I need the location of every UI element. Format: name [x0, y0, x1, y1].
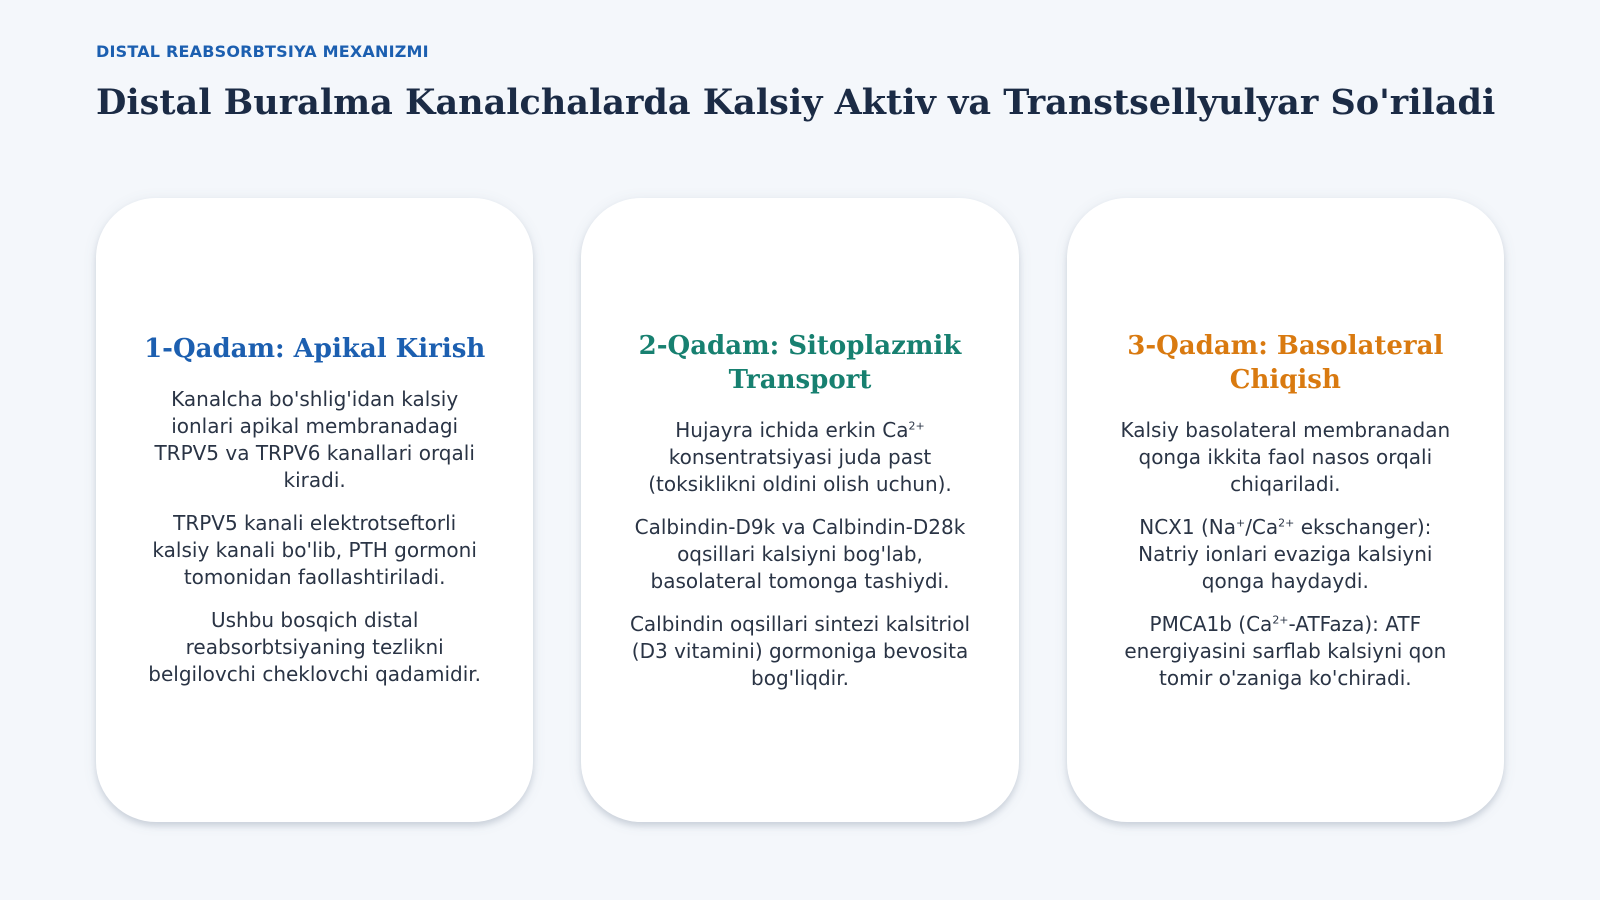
step-2-paragraph-2: Calbindin-D9k va Calbindin-D28k oqsillari kalsiyni bog'lab, basolateral tomonga tashiydi.	[634, 514, 966, 593]
step-3-title: 3-Qadam: Basolateral Chiqish	[1127, 330, 1444, 395]
step-3-paragraph-2-superscript-1: +	[1235, 515, 1246, 529]
section-eyebrow: DISTAL REABSORBTSIYA MEXANIZMI	[96, 42, 429, 61]
step-2-paragraph-1-text-a: Hujayra ichida erkin Ca	[675, 417, 909, 442]
step-1-paragraph-3: Ushbu bosqich distal reabsorbtsiyaning tezlikni belgilovchi cheklovchi qadamidir.	[148, 608, 482, 686]
step-1-title: 1-Qadam: Apikal Kirish	[144, 334, 486, 364]
step-3-paragraph-2-text-b: /Ca	[1245, 514, 1279, 539]
step-3-paragraph-3-text-b: -ATFaza): ATF energiyasini sarflab kalsiyni qon tomir o'zaniga ko'chiradi.	[1124, 611, 1447, 690]
step-card-2	[581, 198, 1018, 822]
step-3-paragraph-3-superscript: 2+	[1272, 612, 1289, 626]
step-1-paragraph-2: TRPV5 kanali elektrotseftorli kalsiy kanali bo'lib, PTH gormoni tomonidan faollashtiriladi.	[152, 511, 477, 589]
step-3-paragraph-2-superscript-2: 2+	[1278, 515, 1295, 529]
step-1-paragraph-1: Kanalcha bo'shlig'idan kalsiy ionlari apikal membranadagi TRPV5 va TRPV6 kanallari orqali kiradi.	[154, 387, 475, 492]
step-3-paragraph-2-text-c: ekschanger): Natriy ionlari evaziga kalsiyni qonga haydaydi.	[1138, 514, 1433, 593]
step-3-paragraph-1: Kalsiy basolateral membranadan qonga ikkita faol nasos orqali chiqariladi.	[1120, 417, 1451, 496]
step-2-paragraph-3: Calbindin oqsillari sintezi kalsitriol (D3 vitamini) gormoniga bevosita bog'liqdir.	[629, 611, 971, 690]
step-3-paragraph-3	[1113, 611, 1458, 692]
step-2-paragraph-1-superscript: 2+	[908, 418, 925, 432]
step-2-title: 2-Qadam: Sitoplazmik Transport	[638, 330, 962, 395]
step-2-paragraph-1-text-b: konsentratsiyasi juda past (toksiklikni oldini olish uchun).	[648, 444, 952, 496]
steps-cards	[96, 198, 1504, 822]
page-title: Distal Buralma Kanalchalarda Kalsiy Aktiv va Transtsellyulyar So'riladi	[96, 82, 1496, 123]
step-3-paragraph-2-text-a: NCX1 (Na	[1139, 514, 1236, 539]
step-2-paragraph-1	[627, 417, 972, 498]
step-card-3	[1067, 198, 1504, 822]
step-3-paragraph-3-text-a: PMCA1b (Ca	[1149, 611, 1273, 636]
step-card-1	[96, 198, 533, 822]
step-3-paragraph-2	[1113, 514, 1458, 595]
